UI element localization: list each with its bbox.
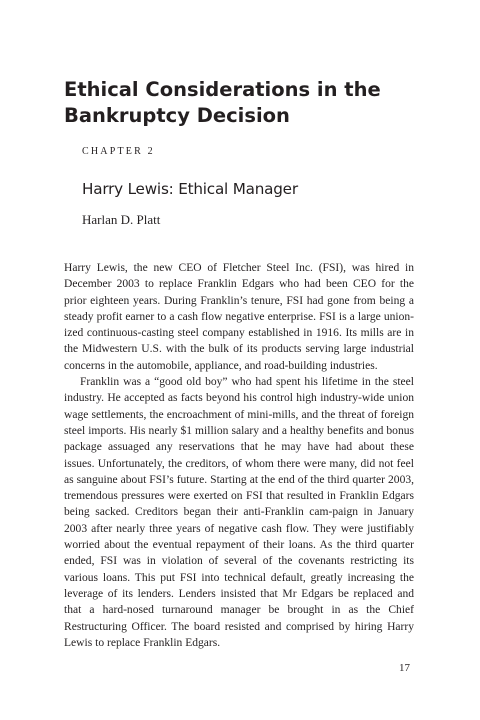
page-number: 17 bbox=[399, 662, 410, 674]
part-title: Ethical Considerations in the Bankruptcy Decision bbox=[64, 78, 381, 127]
body-paragraph: Franklin was a “good old boy” who had spent his lifetime in the steel industry. He accepted as facts beyond his control high industry-wide union wage settlements, the encroachment of mini-mills, and the threat of foreign steel imports. His nearly $1 million salary and a healthy benefits and bonus package assuaged any reservations that he may have had about these issues. Unfortunately, the creditors, of whom there were many, did not feel as sanguine about FSI’s future. Starting at the end of the third quarter 2003, tremendous pressures were exerted on FSI that resulted in Franklin Edgars being sacked. Creditors began their anti-Franklin cam-paign in January 2003 after nearly three years of negative cash flow. They were justifiably worried about the eventual repayment of their loans. As the third quarter ended, FSI was in violation of several of the covenants restricting its various loans. This put FSI into technical default, greatly increasing the leverage of its lenders. Lenders insisted that Mr Edgars be replaced and that a hard-nosed turnaround manager be brought in as the Chief Restructuring Officer. The board resisted and comprised by hiring Harry Lewis to replace Franklin Edgars. bbox=[64, 376, 414, 649]
chapter-label: CHAPTER 2 bbox=[82, 146, 155, 157]
chapter-title: Harry Lewis: Ethical Manager bbox=[82, 180, 298, 198]
chapter-author: Harlan D. Platt bbox=[82, 212, 161, 227]
body-text bbox=[64, 260, 414, 651]
body-paragraph: Harry Lewis, the new CEO of Fletcher Steel Inc. (FSI), was hired in December 2003 to replace Franklin Edgars who had been CEO for the prior eighteen years. During Franklin’s tenure, FSI had gone from being a steady profit earner to a cash flow negative enterprise. FSI is a large union-ized continuous-casting steel company established in 1916. Its mills are in the Midwestern U.S. with the bulk of its products serving large industrial concerns in the automobile, appliance, and road-building industries. bbox=[64, 262, 414, 372]
